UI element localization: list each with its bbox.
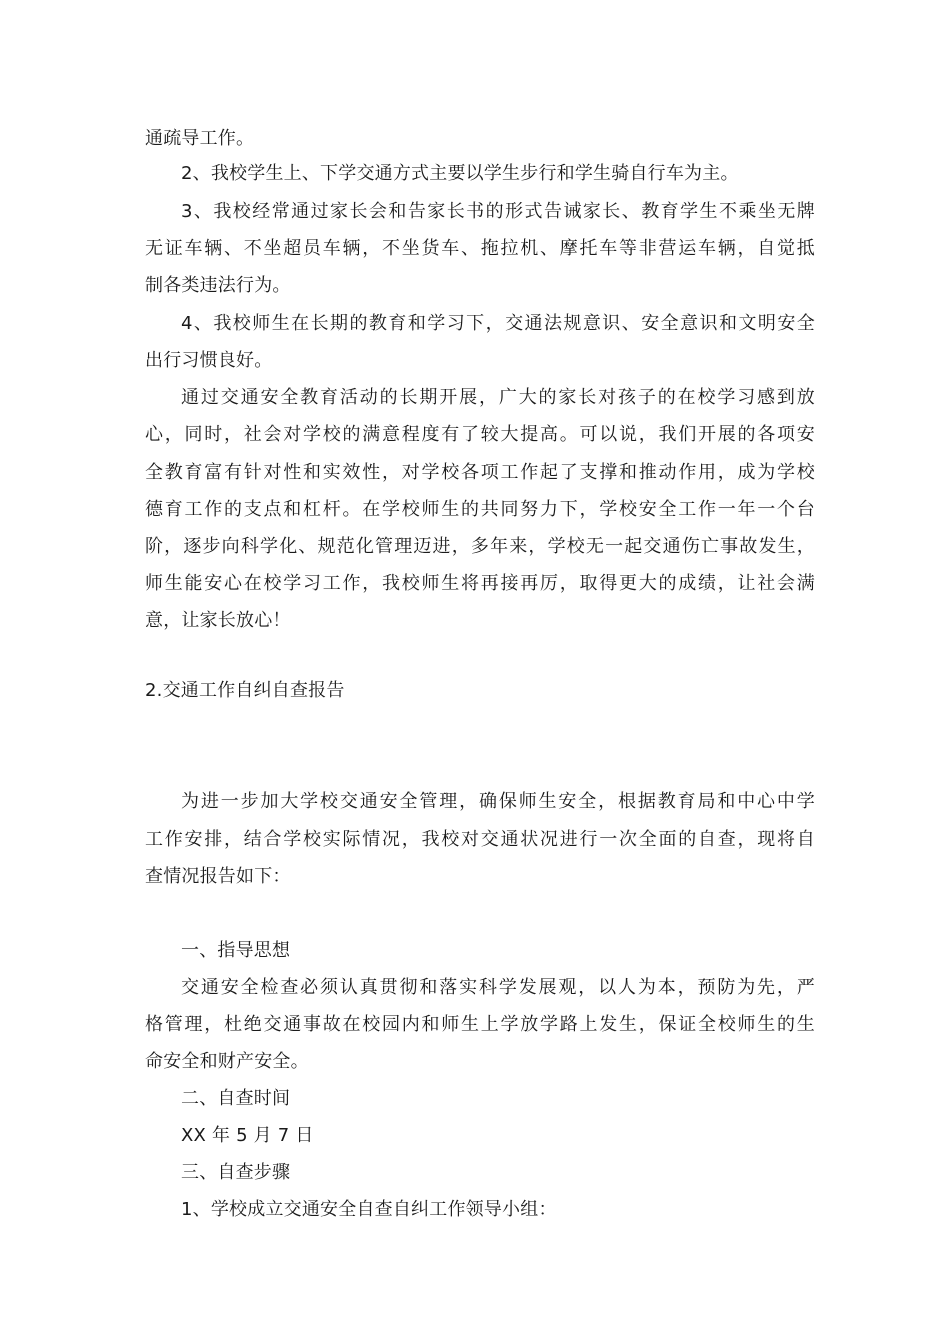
- list-item: 3、我校经常通过家长会和告家长书的形式告诫家长、教育学生不乘坐无牌: [181, 201, 815, 222]
- paragraph-line: 通疏导工作。: [145, 128, 255, 149]
- paragraph-line: 格管理，杜绝交通事故在校园内和师生上学放学路上发生，保证全校师生的生: [145, 1014, 815, 1035]
- paragraph-line: 工作安排，结合学校实际情况，我校对交通状况进行一次全面的自查，现将自: [145, 829, 815, 850]
- list-item: 1、学校成立交通安全自查自纠工作领导小组：: [181, 1199, 557, 1220]
- list-item: 2、我校学生上、下学交通方式主要以学生步行和学生骑自行车为主。: [181, 163, 739, 184]
- paragraph-line: 意，让家长放心！: [145, 610, 291, 631]
- paragraph-line: 德育工作的支点和杠杆。在学校师生的共同努力下，学校安全工作一年一个台: [145, 499, 815, 520]
- paragraph-line: 全教育富有针对性和实效性，对学校各项工作起了支撑和推动作用，成为学校: [145, 462, 815, 483]
- paragraph-line: 查情况报告如下：: [145, 866, 291, 887]
- paragraph-line: 出行习惯良好。: [145, 350, 273, 371]
- paragraph-line: 命安全和财产安全。: [145, 1051, 309, 1072]
- paragraph-line: 阶，逐步向科学化、规范化管理迈进，多年来，学校无一起交通伤亡事故发生，: [145, 536, 815, 557]
- paragraph-line: 制各类违法行为。: [145, 275, 291, 296]
- subsection-heading: 三、自查步骤: [181, 1162, 291, 1183]
- paragraph-line: 心，同时，社会对学校的满意程度有了较大提高。可以说，我们开展的各项安: [145, 424, 815, 445]
- paragraph-line: 无证车辆、不坐超员车辆，不坐货车、拖拉机、摩托车等非营运车辆，自觉抵: [145, 238, 815, 259]
- list-item: 4、我校师生在长期的教育和学习下，交通法规意识、安全意识和文明安全: [181, 313, 815, 334]
- section-heading: 2.交通工作自纠自查报告: [145, 680, 345, 701]
- paragraph-line: 为进一步加大学校交通安全管理，确保师生安全，根据教育局和中心中学: [181, 791, 815, 812]
- paragraph-line: 通过交通安全教育活动的长期开展，广大的家长对孩子的在校学习感到放: [181, 387, 815, 408]
- subsection-heading: 二、自查时间: [181, 1088, 291, 1109]
- date-text: XX 年 5 月 7 日: [181, 1125, 314, 1146]
- paragraph-line: 交通安全检查必须认真贯彻和落实科学发展观，以人为本，预防为先，严: [181, 977, 815, 998]
- subsection-heading: 一、指导思想: [181, 940, 291, 961]
- paragraph-line: 师生能安心在校学习工作，我校师生将再接再厉，取得更大的成绩，让社会满: [145, 573, 815, 594]
